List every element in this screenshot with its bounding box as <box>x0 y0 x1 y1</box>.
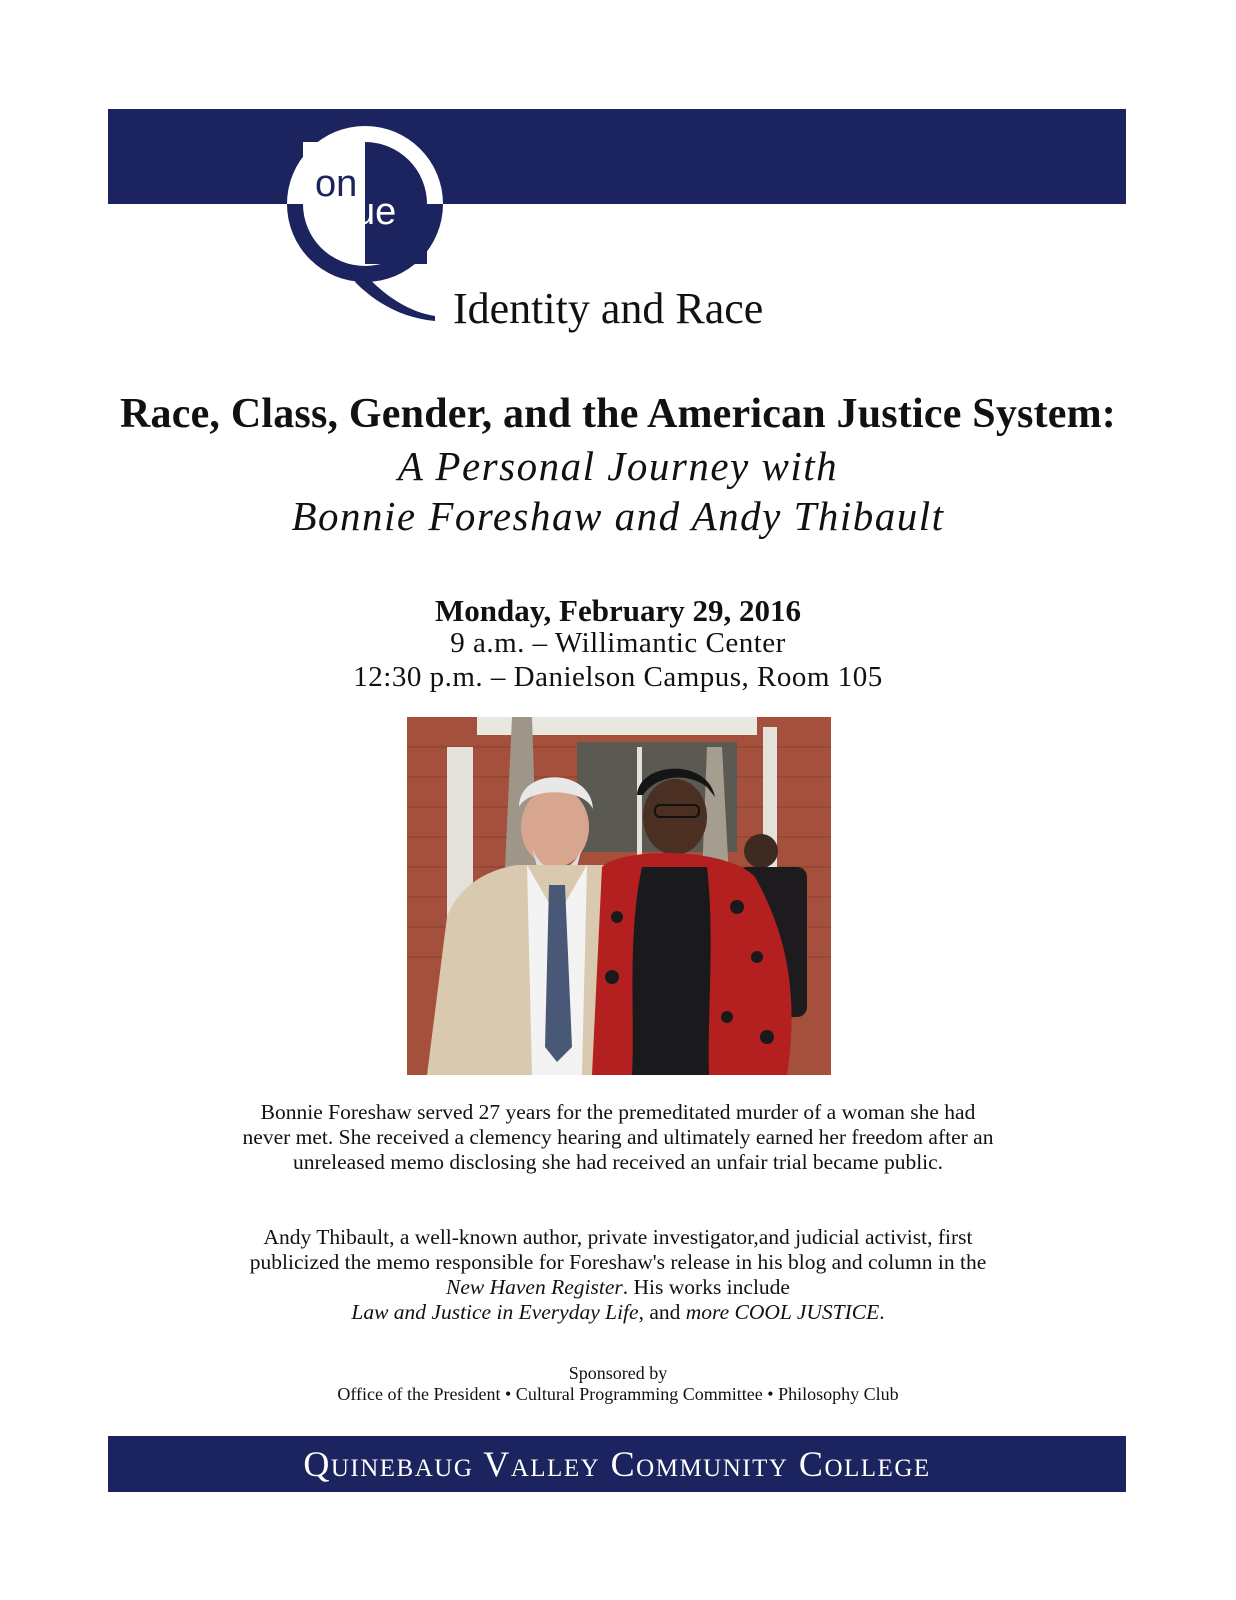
top-banner <box>108 109 1126 204</box>
event-title: Race, Class, Gender, and the American Justice System: <box>120 391 1116 437</box>
bio-text-4: . <box>879 1300 885 1324</box>
event-date: Monday, February 29, 2016 <box>435 593 801 628</box>
bio-andy-thibault <box>240 1225 996 1325</box>
series-title: Identity and Race <box>453 284 764 333</box>
sponsor-list: Office of the President • Cultural Programming Committee • Philosophy Club <box>337 1384 899 1404</box>
event-subtitle-line-1: A Personal Journey with <box>397 443 839 489</box>
bio-bonnie-foreshaw: Bonnie Foreshaw served 27 years for the premeditated murder of a woman she had never met. She received a clemency hearing and ultimately earned her freedom after an unreleased memo disclosing she had received an unfair trial became public. <box>242 1100 994 1174</box>
session-willimantic: 9 a.m. – Willimantic Center <box>450 627 786 659</box>
session-danielson: 12:30 p.m. – Danielson Campus, Room 105 <box>353 661 883 693</box>
sponsor-label: Sponsored by <box>568 1363 668 1383</box>
logo-on-text: on <box>315 163 358 205</box>
bio-text-1: Andy Thibault, a well-known author, private investigator,and judicial activist, first publicized the memo responsible for Foreshaw's release in his blog and column in the <box>249 1225 987 1274</box>
college-name: Quinebaug Valley Community College <box>303 1444 931 1484</box>
event-subtitle-line-2: Bonnie Foreshaw and Andy Thibault <box>291 493 945 539</box>
book-title-2: more COOL JUSTICE <box>685 1300 880 1324</box>
newspaper-title: New Haven Register <box>446 1275 623 1299</box>
on-cue-logo <box>285 122 455 332</box>
book-title-1: Law and Justice in Everyday Life <box>351 1300 639 1324</box>
logo-cue-text: cue <box>335 191 397 233</box>
speakers-photo <box>407 717 831 1075</box>
footer-banner <box>108 1436 1126 1492</box>
bio-text-2: . His works include <box>622 1275 790 1299</box>
bio-text-3: , and <box>638 1300 686 1324</box>
